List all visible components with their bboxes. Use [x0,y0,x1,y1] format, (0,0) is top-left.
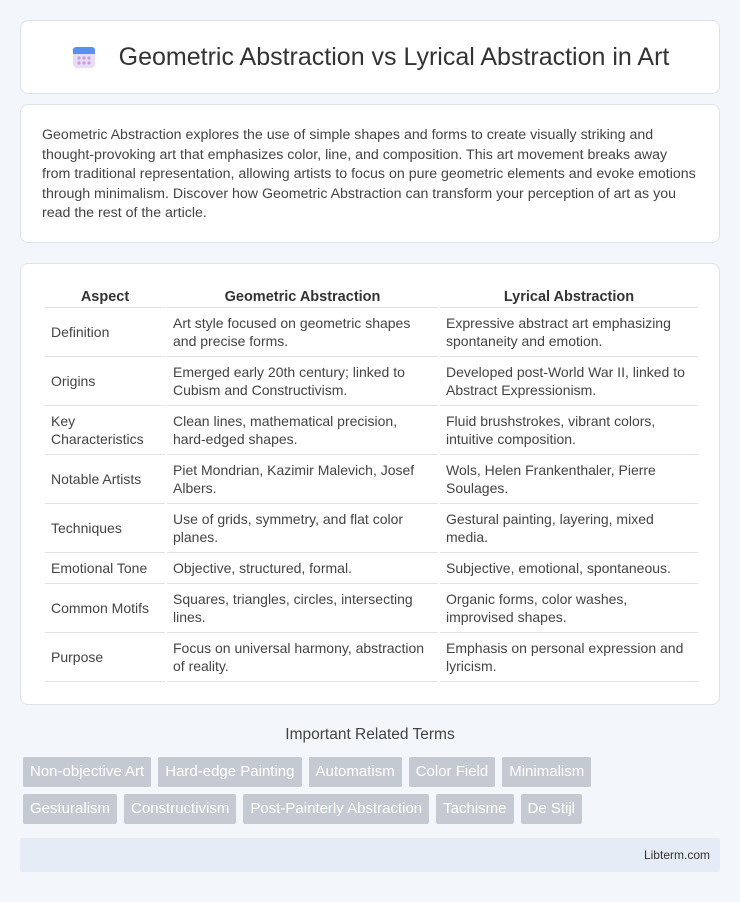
cell-aspect: Purpose [45,633,165,682]
related-term-tag[interactable]: De Stijl [521,794,583,824]
comparison-card [20,263,720,705]
table-header-row [45,282,698,308]
page-title: Geometric Abstraction vs Lyrical Abstraction in Art [118,42,670,71]
table-row [45,455,698,504]
intro-paragraph: Geometric Abstraction explores the use of simple shapes and forms to create visually striking and thought-provoking art that emphasizes color, line, and composition. This art movement breaks away from traditional representation, allowing artists to focus on pure geometric elements and evoke emotions through minimalism. Discover how Geometric Abstraction can transform your perception of art as you read the rest of the article. [42,127,696,222]
header-aspect: Aspect [45,282,165,308]
cell-geometric: Emerged early 20th century; linked to Cubism and Constructivism. [167,357,438,406]
cell-geometric: Piet Mondrian, Kazimir Malevich, Josef Albers. [167,455,438,504]
cell-lyrical: Subjective, emotional, spontaneous. [440,553,698,584]
footer-site-link[interactable]: Libterm.com [643,848,710,862]
table-row [45,406,698,455]
cell-lyrical: Gestural painting, layering, mixed media. [440,504,698,553]
related-term-tag[interactable]: Gesturalism [23,794,117,824]
related-term-tag[interactable]: Color Field [409,757,496,787]
related-terms-list [23,757,643,824]
comparison-table [43,282,700,682]
related-terms-title: Important Related Terms [285,726,455,743]
cell-geometric: Use of grids, symmetry, and flat color planes. [167,504,438,553]
table-row [45,357,698,406]
intro-card [20,104,720,243]
header-lyrical: Lyrical Abstraction [440,282,698,308]
cell-geometric: Squares, triangles, circles, intersecting lines. [167,584,438,633]
header-geometric: Geometric Abstraction [167,282,438,308]
cell-geometric: Objective, structured, formal. [167,553,438,584]
related-term-tag[interactable]: Post-Painterly Abstraction [243,794,429,824]
cell-lyrical: Developed post-World War II, linked to Abstract Expressionism. [440,357,698,406]
cell-aspect: Emotional Tone [45,553,165,584]
cell-lyrical: Emphasis on personal expression and lyricism. [440,633,698,682]
cell-lyrical: Organic forms, color washes, improvised shapes. [440,584,698,633]
cell-aspect: Notable Artists [45,455,165,504]
cell-geometric: Art style focused on geometric shapes and precise forms. [167,308,438,357]
table-row [45,584,698,633]
cell-lyrical: Wols, Helen Frankenthaler, Pierre Soulages. [440,455,698,504]
cell-geometric: Focus on universal harmony, abstraction of reality. [167,633,438,682]
calendar-icon [71,44,97,70]
table-row [45,504,698,553]
related-term-tag[interactable]: Non-objective Art [23,757,151,787]
cell-aspect: Common Motifs [45,584,165,633]
related-term-tag[interactable]: Hard-edge Painting [158,757,301,787]
table-row [45,553,698,584]
footer [20,838,720,872]
related-term-tag[interactable]: Automatism [309,757,402,787]
related-term-tag[interactable]: Tachisme [436,794,513,824]
cell-aspect: Definition [45,308,165,357]
cell-aspect: Origins [45,357,165,406]
cell-aspect: Key Characteristics [45,406,165,455]
related-term-tag[interactable]: Constructivism [124,794,236,824]
table-row [45,633,698,682]
cell-geometric: Clean lines, mathematical precision, hard-edged shapes. [167,406,438,455]
title-card [20,20,720,94]
cell-aspect: Techniques [45,504,165,553]
cell-lyrical: Fluid brushstrokes, vibrant colors, intuitive composition. [440,406,698,455]
cell-lyrical: Expressive abstract art emphasizing spontaneity and emotion. [440,308,698,357]
table-row [45,308,698,357]
related-term-tag[interactable]: Minimalism [502,757,591,787]
